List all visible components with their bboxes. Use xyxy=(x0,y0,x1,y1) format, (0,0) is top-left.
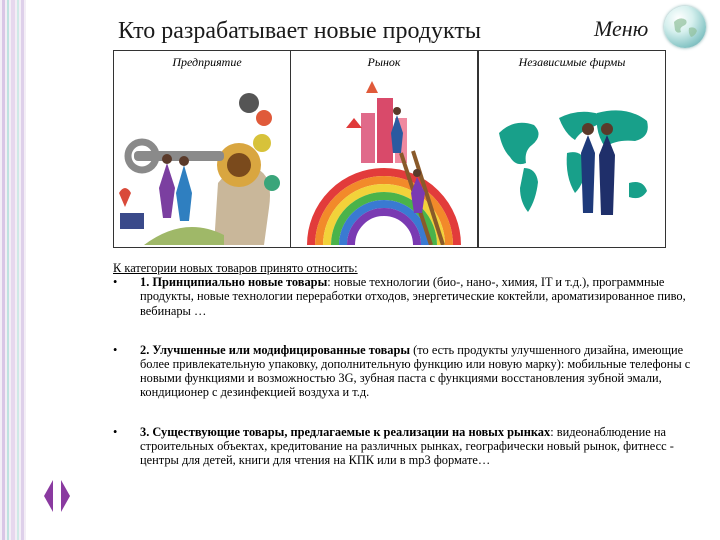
list-item xyxy=(113,343,693,400)
panel-label-independent-firms: Независимые фирмы xyxy=(518,55,626,69)
item-title: 3. Существующие товары, предлагаемые к реализации на новых рынках xyxy=(140,424,551,439)
panel-enterprise xyxy=(113,50,301,248)
item-title: 2. Улучшенные или модифицированные товары xyxy=(140,342,411,357)
item-text: (то есть продукты улучшенного дизайна, имеющие более привлекательную упаковку, дополнительную функцию или новую марку): мобильные телефоны с новыми функциями и возможностью 3G, зубная паста с функциями восстановления зубной эмали, кондиционер с дезинфекцией воздуха и т.д. xyxy=(140,342,691,400)
sidebar-stripes xyxy=(0,0,26,540)
bullet: • xyxy=(113,424,118,439)
menu-link[interactable]: Меню xyxy=(594,16,649,41)
panel-independent-firms xyxy=(478,50,666,248)
item-text: : видеонаблюдение на строительных объектах, кредитование на различных рынках, географически новый рынок, фитнесс - центры для детей, книги для чтения на КПК или в mp3 формате… xyxy=(140,424,674,468)
bullet: • xyxy=(113,275,118,290)
content-heading: К категории новых товаров принято относить: xyxy=(113,261,358,275)
panel-market xyxy=(290,50,478,248)
slide-title: Кто разрабатывает новые продукты xyxy=(118,18,481,44)
item-text: : новые технологии (био-, нано-, химия, IT и т.д.), программные продукты, новые технологии переработки отходов, энергетические коктейли, ароматизированное пиво, вебинары … xyxy=(140,275,686,318)
list-item xyxy=(113,275,693,318)
rainbow-ladder-clipart xyxy=(291,73,477,245)
list-item xyxy=(113,425,693,468)
globe-icon[interactable] xyxy=(664,6,706,48)
nav-left-arrow-icon[interactable] xyxy=(42,478,54,514)
nav-right-arrow-icon[interactable] xyxy=(60,478,72,514)
panel-label-market: Рынок xyxy=(367,55,401,69)
bullet: • xyxy=(113,342,118,357)
item-title: 1. Принципиально новые товары xyxy=(140,275,328,290)
key-clipart xyxy=(114,73,300,245)
world-map-clipart xyxy=(479,73,665,245)
content-block xyxy=(113,261,693,467)
panel-label-enterprise: Предприятие xyxy=(172,55,242,69)
